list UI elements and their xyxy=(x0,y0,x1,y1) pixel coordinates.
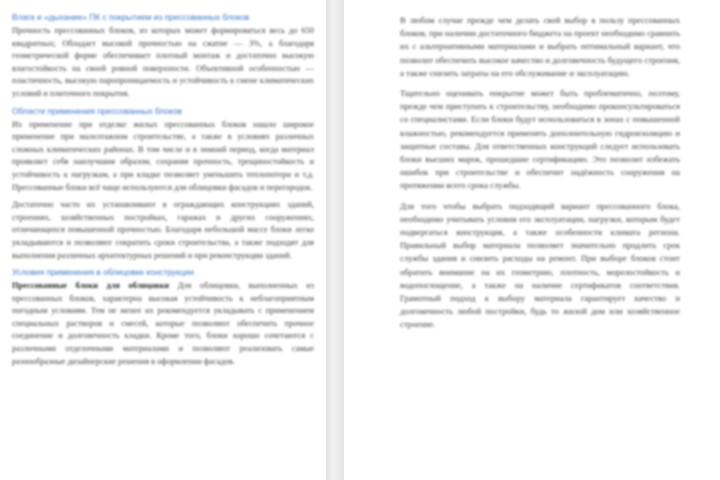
paragraph: Прочность прессованных блоков, из которых может формироваться весь до 650 квадратных; Обладает высокой прочностью на сжатие — 3%, а благодаря геометрической форме обеспечивает плотный монтаж и достаточно высокую влагостойкость на своей ровной поверхности. Объективной особенностью — пластичность, высокую паропроницаемость и устойчивость к смене климатических условий и плиточного покрытия. xyxy=(12,26,314,98)
left-page xyxy=(0,0,326,480)
right-page-text xyxy=(400,14,680,332)
paragraph-lead: Прессованные блоки для облицовки xyxy=(12,281,170,291)
paragraph xyxy=(12,280,314,368)
right-page xyxy=(344,0,720,480)
paragraph: Их применение при отделке жилых прессованных блоков нашло широкое применение при малоэтажном строительстве, а также в условиях различных сложных климатических районах. В том числе и в зимний период, когда материал проявляет себя наилучшим образом, сохраняя прочность, трещиностойкость и устойчивость к нагрузкам, а при кладке позволяет уменьшить теплопотери и т.д. Прессованные блоки всё чаще используются для облицовки фасадов и перегородок. xyxy=(12,119,314,192)
paragraph: В любом случае прежде чем делать свой выбор в пользу прессованных блоков, при наличии достаточного бюджета на проект необходимо сравнить их с альтернативными материалами и выбрать оптимальный вариант, что позволит обеспечить высокое качество и долговечность будущего строения, а также снизить затраты на его обслуживание и эксплуатацию. xyxy=(400,15,680,78)
section-heading-conditions: Условия применения в облицовке конструкции xyxy=(12,267,194,278)
left-page-text xyxy=(12,12,314,368)
paragraph: Достаточно часто их устанавливают в ограждающих конструкциях зданий, строениях, хозяйственных постройках, гаражах и других сооружениях, отличающихся повышенной прочностью. Благодаря небольшой массе блоки легко укладываются и позволяют сократить сроки строительства, а также подходят для выполнения различных архитектурных решений и при реконструкции зданий. xyxy=(12,200,314,260)
paragraph-body: Для облицовки, выполненных из прессованных блоков, характерна высокая устойчивость к неблагоприятным погодным условиям. Тем не менее их рекомендуется укладывать с применением специальных растворов и смесей, которые позволяют обеспечить прочное соединение и долговечность кладки. Кроме того, блоки хорошо сочетаются с различными отделочными материалами и позволяют реализовать самые разнообразные дизайнерские решения в оформлении фасадов. xyxy=(12,281,314,366)
section-heading-applications: Области применения прессованных блоков xyxy=(12,105,182,116)
page-gutter xyxy=(326,0,344,480)
paragraph: Тщательно оценивать покрытие может быть проблематично, поэтому, прежде чем приступать к строительству, необходимо проконсультироваться со специалистами. Если блоки будут использоваться в зонах с повышенной влажностью, рекомендуется применять дополнительную гидроизоляцию и защитные составы. Для ответственных конструкций следует использовать блоки высших марок, прошедшие сертификацию. Это позволит избежать ошибок при строительстве и обеспечит надёжность сооружения на протяжении всего срока службы. xyxy=(400,88,680,191)
paragraph: Для того чтобы выбрать подходящий вариант прессованного блока, необходимо учитывать условия его эксплуатации, нагрузки, которым будет подвергаться конструкция, а также особенности климата региона. Правильный выбор материала позволяет значительно продлить срок службы здания и снизить расходы на ремонт. При выборе блоков стоит обратить внимание на их геометрию, плотность, морозостойкость и водопоглощение, а также на наличие сертификатов соответствия. Грамотный подход к выбору материала гарантирует качество и долговечность любой постройки, будь то жилой дом или хозяйственное строение. xyxy=(400,200,680,330)
section-heading-moisture: Влага и «дыхание» ПК с покрытием из прессованных блоков xyxy=(12,12,250,22)
